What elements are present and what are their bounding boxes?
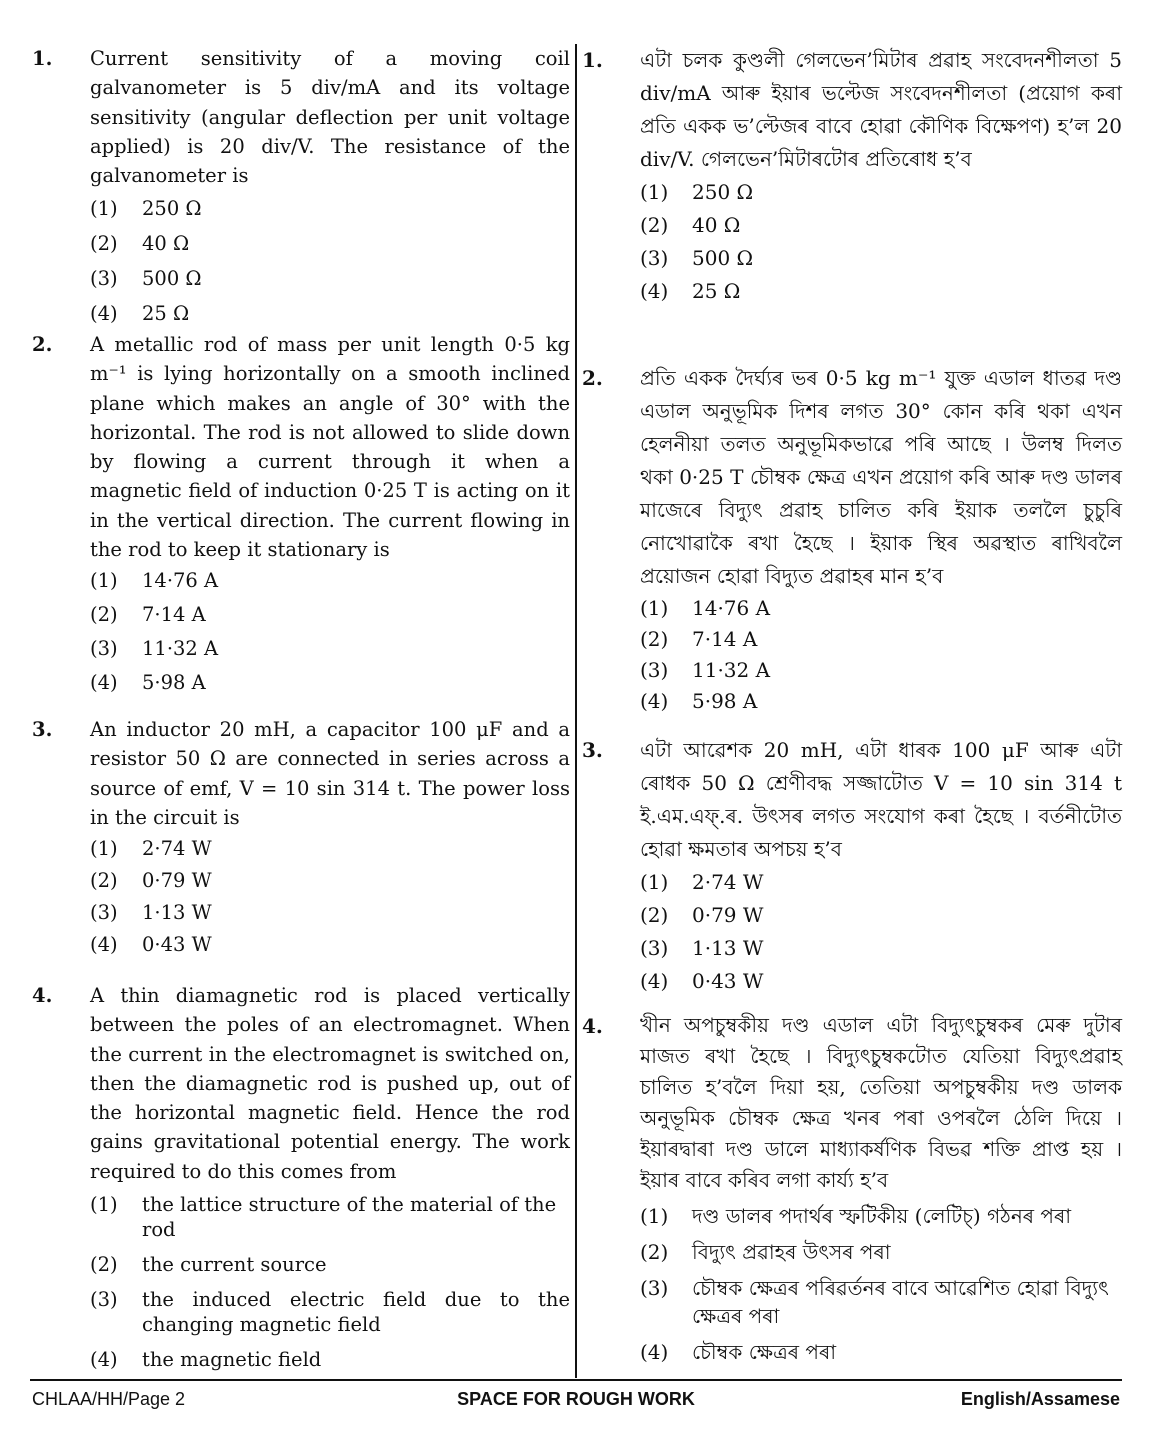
option-text: 500 Ω — [692, 246, 754, 270]
option — [640, 593, 1122, 624]
question-number: 1. — [582, 48, 603, 72]
option-text: the magnetic field — [142, 1348, 322, 1372]
option — [90, 866, 570, 898]
option-number: (4) — [90, 1348, 118, 1372]
option — [90, 834, 570, 866]
option-number: (1) — [640, 870, 669, 894]
option-text: 14·76 A — [142, 569, 219, 593]
option-number: (1) — [640, 1204, 669, 1228]
question-text: A metallic rod of mass per unit length 0·5 kg m⁻¹ is lying horizontally on a smooth inclined plane which makes an angle of 30° with the horizontal. The rod is not allowed to slide down by flowing a current through it when a magnetic field of induction 0·25 T is acting on it in the vertical direction. The current flowing in the rod to keep it stationary is — [90, 333, 570, 562]
option — [90, 1252, 570, 1277]
option-text: 250 Ω — [142, 197, 202, 221]
option-number: (3) — [90, 1288, 118, 1312]
option — [640, 242, 1122, 275]
option-text: 0·79 W — [142, 869, 212, 893]
option-number: (4) — [640, 1340, 669, 1364]
option — [640, 209, 1122, 242]
option-number: (2) — [640, 1240, 669, 1264]
options-list — [640, 176, 1122, 308]
question-2 — [32, 330, 570, 715]
question-number: 1. — [32, 47, 53, 70]
option-number: (3) — [90, 637, 118, 661]
option-number: (2) — [90, 869, 118, 893]
footer-language: English/Assamese — [960, 1389, 1120, 1409]
options-list — [90, 1192, 570, 1372]
option-number: (4) — [640, 279, 669, 303]
question-number: 2. — [582, 366, 603, 390]
option — [640, 176, 1122, 209]
option-text: 7·14 A — [142, 603, 206, 627]
question-text: খীন অপচুম্বকীয় দণ্ড এডাল এটা বিদ্যুৎচুম্বকৰ মেৰু দুটাৰ মাজত ৰখা হৈছে । বিদ্যুৎচুম্বকটোত যেতিয়া বিদ্যুৎপ্ৰৱাহ চালিত হ’বলৈ দিয়া হয়, তেতিয়া অপচুম্বকীয় দণ্ড ডালক অনুভূমিক চৌম্বক ক্ষেত্ৰ খনৰ পৰা ওপৰলৈ ঠেলি দিয়ে । ইয়াৰদ্বাৰা দণ্ড ডালে মাধ্যাকৰ্ষণিক বিভৱ শক্তি প্ৰাপ্ত হয় । ইয়াৰ বাবে কৰিব লগা কাৰ্য্য হ’ব — [640, 1013, 1122, 1192]
question-4 — [32, 981, 570, 1372]
option-text: 2·74 W — [692, 870, 764, 894]
option-text: 1·13 W — [692, 936, 764, 960]
option-number: (4) — [90, 302, 118, 326]
option-number: (4) — [90, 671, 118, 695]
question-number: 4. — [32, 984, 53, 1007]
option — [90, 634, 570, 668]
option-number: (1) — [640, 180, 669, 204]
english-column — [32, 44, 570, 1372]
option-number: (3) — [640, 936, 669, 960]
option-number: (4) — [640, 969, 669, 993]
option-number: (2) — [640, 627, 669, 651]
option-text: 0·43 W — [142, 933, 212, 957]
option-number: (4) — [640, 689, 669, 713]
option — [640, 655, 1122, 686]
option — [90, 1192, 570, 1242]
question-4 — [582, 1010, 1122, 1366]
option-text: the induced electric field due to the changing magnetic field — [142, 1288, 570, 1337]
option — [90, 264, 570, 299]
question-2 — [582, 362, 1122, 734]
question-3 — [582, 734, 1122, 1010]
option-number: (2) — [640, 903, 669, 927]
option — [640, 1338, 1122, 1366]
option-number: (1) — [90, 837, 118, 861]
footer-rough-work: SPACE FOR ROUGH WORK — [457, 1389, 695, 1409]
options-list — [90, 566, 570, 702]
option — [90, 1287, 570, 1337]
option-number: (3) — [640, 658, 669, 682]
option-text: 0·79 W — [692, 903, 764, 927]
option — [640, 1238, 1122, 1266]
option-text: 40 Ω — [692, 213, 741, 237]
question-text: এটা চলক কুণ্ডলী গেলভেন’মিটাৰ প্ৰৱাহ সংবেদনশীলতা 5 div/mA আৰু ইয়াৰ ভল্টেজ সংবেদনশীলতা (প্ৰয়োগ কৰা প্ৰতি একক ভ’ল্টেজৰ বাবে হোৱা কৌণিক বিক্ষেপণ) হ’ল 20 div/V. গেলভেন’মিটাৰটোৰ প্ৰতিৰোধ হ’ব — [640, 48, 1122, 171]
options-list — [90, 834, 570, 962]
option-number: (3) — [640, 246, 669, 270]
question-number: 3. — [32, 718, 53, 741]
option-number: (3) — [640, 1276, 669, 1300]
option — [640, 965, 1122, 998]
option-number: (2) — [90, 232, 118, 256]
option — [90, 930, 570, 962]
option-number: (1) — [90, 197, 118, 221]
option-text: 40 Ω — [142, 232, 190, 256]
question-text: এটা আৱেশক 20 mH, এটা ধাৰক 100 μF আৰু এটা ৰোধক 50 Ω শ্ৰেণীবদ্ধ সজ্জাটোত V = 10 sin 314 t ই.এম.এফ্.ৰ. উৎসৰ লগত সংযোগ কৰা হৈছে । বৰ্তনীটোত হোৱা ক্ষমতাৰ অপচয় হ’ব — [640, 738, 1122, 861]
option — [90, 898, 570, 930]
option — [640, 1274, 1122, 1330]
footer-page-code: CHLAA/HH/Page 2 — [32, 1389, 186, 1409]
option — [90, 600, 570, 634]
assamese-column — [582, 44, 1122, 1366]
option-text: বিদ্যুৎ প্ৰৱাহৰ উৎসৰ পৰা — [692, 1240, 891, 1264]
options-list — [90, 194, 570, 334]
option — [640, 686, 1122, 717]
option-number: (3) — [90, 267, 118, 291]
option-text: 500 Ω — [142, 267, 202, 291]
footer-rule — [30, 1379, 1122, 1381]
option-text: 2·74 W — [142, 837, 212, 861]
option-text: 11·32 A — [692, 658, 771, 682]
question-text: An inductor 20 mH, a capacitor 100 μF and a resistor 50 Ω are connected in series across a source of emf, V = 10 sin 314 t. The power loss in the circuit is — [90, 718, 570, 829]
option-number: (1) — [90, 569, 118, 593]
option-text: 0·43 W — [692, 969, 764, 993]
option-text: 25 Ω — [692, 279, 741, 303]
question-text: প্ৰতি একক দৈৰ্ঘ্যৰ ভৰ 0·5 kg m⁻¹ যুক্ত এডাল ধাতৱ দণ্ড এডাল অনুভূমিক দিশৰ লগত 30° কোন কৰি থকা এখন হেলনীয়া তলত অনুভূমিকভাৱে পৰি আছে । উলম্ব দিলত থকা 0·25 T চৌম্বক ক্ষেত্ৰ এখন প্ৰয়োগ কৰি আৰু দণ্ড ডালৰ মাজেৰে বিদ্যুৎ প্ৰৱাহ চালিত কৰি ইয়াক তললৈ চুচুৰি নোখোৱাকৈ ৰখা হৈছে । ইয়াক স্থিৰ অৱস্থাত ৰাখিবলৈ প্ৰয়োজন হোৱা বিদ্যুত প্ৰৱাহৰ মান হ’ব — [640, 366, 1122, 588]
options-list — [640, 1202, 1122, 1366]
question-text: Current sensitivity of a moving coil galvanometer is 5 div/mA and its voltage sensitivity (angular deflection per unit voltage applied) is 20 div/V. The resistance of the galvanometer is — [90, 47, 570, 188]
option — [90, 194, 570, 229]
question-number: 4. — [582, 1014, 603, 1038]
option-number: (1) — [90, 1193, 118, 1217]
question-1 — [582, 44, 1122, 362]
option — [90, 668, 570, 702]
option-text: 1·13 W — [142, 901, 212, 925]
option-text: দণ্ড ডালৰ পদাৰ্থৰ স্ফটিকীয় (লেটিচ্) গঠনৰ পৰা — [692, 1204, 1072, 1228]
option — [640, 899, 1122, 932]
option — [90, 229, 570, 264]
question-number: 2. — [32, 333, 53, 356]
option-number: (3) — [90, 901, 118, 925]
question-1 — [32, 44, 570, 330]
question-number: 3. — [582, 738, 603, 762]
option — [90, 1347, 570, 1372]
option — [640, 932, 1122, 965]
option — [640, 275, 1122, 308]
options-list — [640, 866, 1122, 998]
option — [90, 566, 570, 600]
option — [640, 866, 1122, 899]
option-number: (2) — [90, 603, 118, 627]
column-divider — [575, 44, 577, 1378]
option-text: চৌম্বক ক্ষেত্ৰৰ পৰা — [692, 1340, 837, 1364]
option-text: 250 Ω — [692, 180, 754, 204]
question-text: A thin diamagnetic rod is placed vertically between the poles of an electromagnet. When the current in the electromagnet is switched on, then the diamagnetic rod is pushed up, out of the horizontal magnetic field. Hence the rod gains gravitational potential energy. The work required to do this comes from — [90, 984, 570, 1183]
option-text: 5·98 A — [692, 689, 758, 713]
option-number: (2) — [640, 213, 669, 237]
option-text: 25 Ω — [142, 302, 190, 326]
option-text: চৌম্বক ক্ষেত্ৰৰ পৰিৱৰ্তনৰ বাবে আৱেশিত হোৱা বিদ্যুৎ ক্ষেত্ৰৰ পৰা — [692, 1276, 1109, 1328]
option-text: 11·32 A — [142, 637, 219, 661]
option-number: (4) — [90, 933, 118, 957]
option-number: (1) — [640, 596, 669, 620]
question-3 — [32, 715, 570, 981]
option-text: the lattice structure of the material of the rod — [142, 1193, 557, 1242]
option — [640, 1202, 1122, 1230]
option-text: the current source — [142, 1253, 327, 1277]
option-text: 7·14 A — [692, 627, 758, 651]
option — [640, 624, 1122, 655]
option-text: 5·98 A — [142, 671, 206, 695]
option-number: (2) — [90, 1253, 118, 1277]
option-text: 14·76 A — [692, 596, 771, 620]
options-list — [640, 593, 1122, 717]
